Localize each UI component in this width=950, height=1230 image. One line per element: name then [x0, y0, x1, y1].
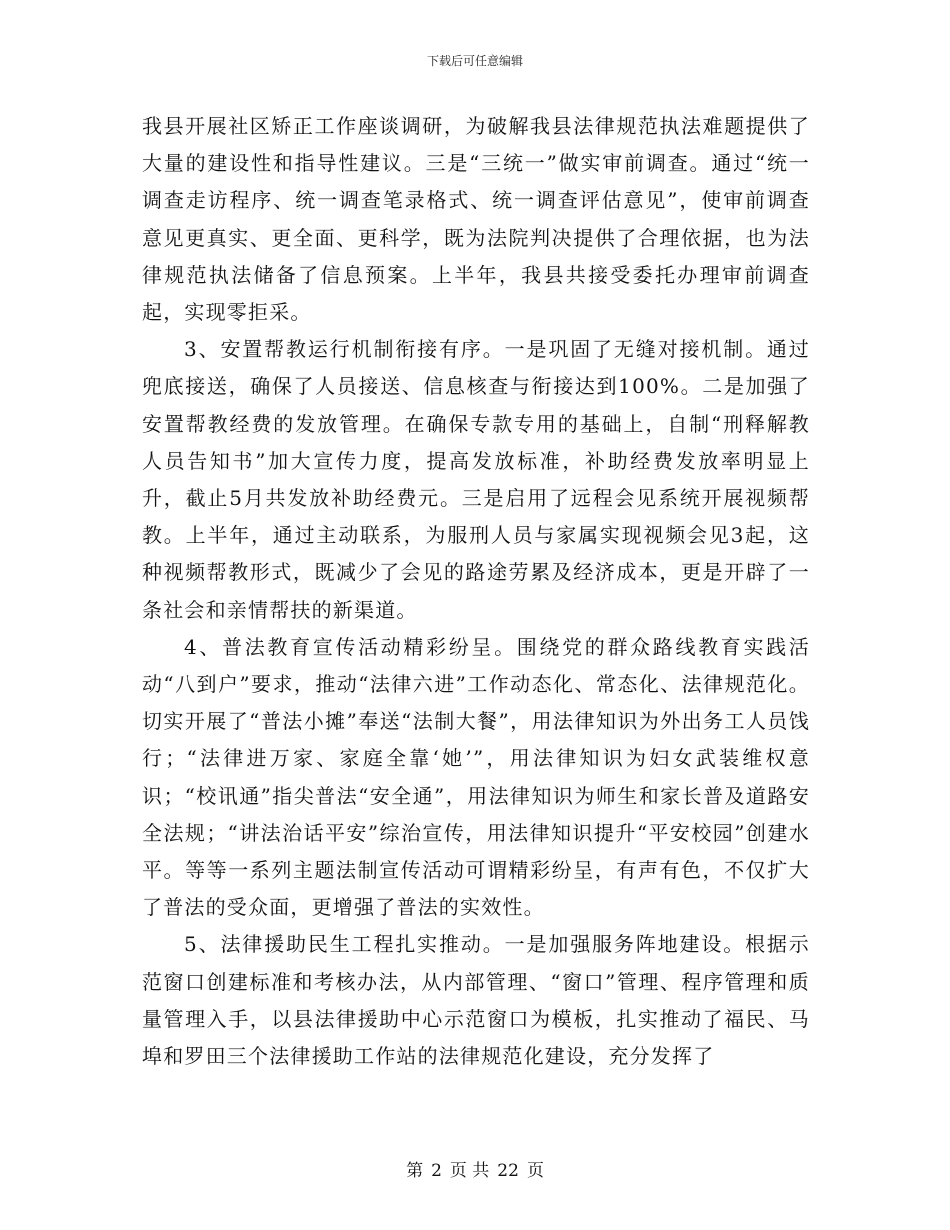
- paragraph-3: 4、普法教育宣传活动精彩纷呈。围绕党的群众路线教育实践活动“八到户”要求，推动“法律六进”工作动态化、常态化、法律规范化。切实开展了“普法小摊”奉送“法制大餐”，用法律知识为外出务工人员饯行；“法律进万家、家庭全靠‘她’”，用法律知识为妇女武装维权意识；“校讯通”指尖普法“安全通”，用法律知识为师生和家长普及道路安全法规；“讲法治话平安”综治宣传，用法律知识提升“平安校园”创建水平。等等一系列主题法制宣传活动可谓精彩纷呈，有声有色，不仅扩大了普法的受众面，更增强了普法的实效性。: [142, 634, 810, 920]
- page-label-prefix: 第: [406, 1161, 424, 1181]
- paragraph-2: 3、安置帮教运行机制衔接有序。一是巩固了无缝对接机制。通过兜底接送，确保了人员接送、信息核查与衔接达到100%。二是加强了安置帮教经费的发放管理。在确保专款专用的基础上，自制“刑释解教人员告知书”加大宣传力度，提高发放标准，补助经费发放率明显上升，截止5月共发放补助经费元。三是启用了远程会见系统开展视频帮教。上半年，通过主动联系，为服刑人员与家属实现视频会见3起，这种视频帮教形式，既减少了会见的路途劳累及经济成本，更是开辟了一条社会和亲情帮扶的新渠道。: [142, 337, 810, 622]
- page-current: 2: [431, 1161, 442, 1181]
- page-header: 下载后可任意编辑: [426, 54, 523, 68]
- paragraph-1: 我县开展社区矫正工作座谈调研，为破解我县法律规范执法难题提供了大量的建设性和指导性建议。三是“三统一”做实审前调查。通过“统一调查走访程序、统一调查笔录格式、统一调查评估意见”，使审前调查意见更真实、更全面、更科学，既为法院判决提供了合理依据，也为法律规范执法储备了信息预案。上半年，我县共接受委托办理审前调查起，实现零拒采。: [142, 114, 810, 325]
- page-label-suffix: 页: [526, 1161, 544, 1181]
- paragraph-4: 5、法律援助民生工程扎实推动。一是加强服务阵地建设。根据示范窗口创建标准和考核办法，从内部管理、“窗口”管理、程序管理和质量管理入手，以县法律援助中心示范窗口为模板，扎实推动了福民、马埠和罗田三个法律援助工作站的法律规范化建设，充分发挥了: [142, 932, 810, 1069]
- page-footer: [0, 1156, 950, 1181]
- page-label-middle: 页 共: [449, 1161, 490, 1181]
- page-total: 22: [497, 1161, 519, 1181]
- document-body: [142, 108, 810, 1075]
